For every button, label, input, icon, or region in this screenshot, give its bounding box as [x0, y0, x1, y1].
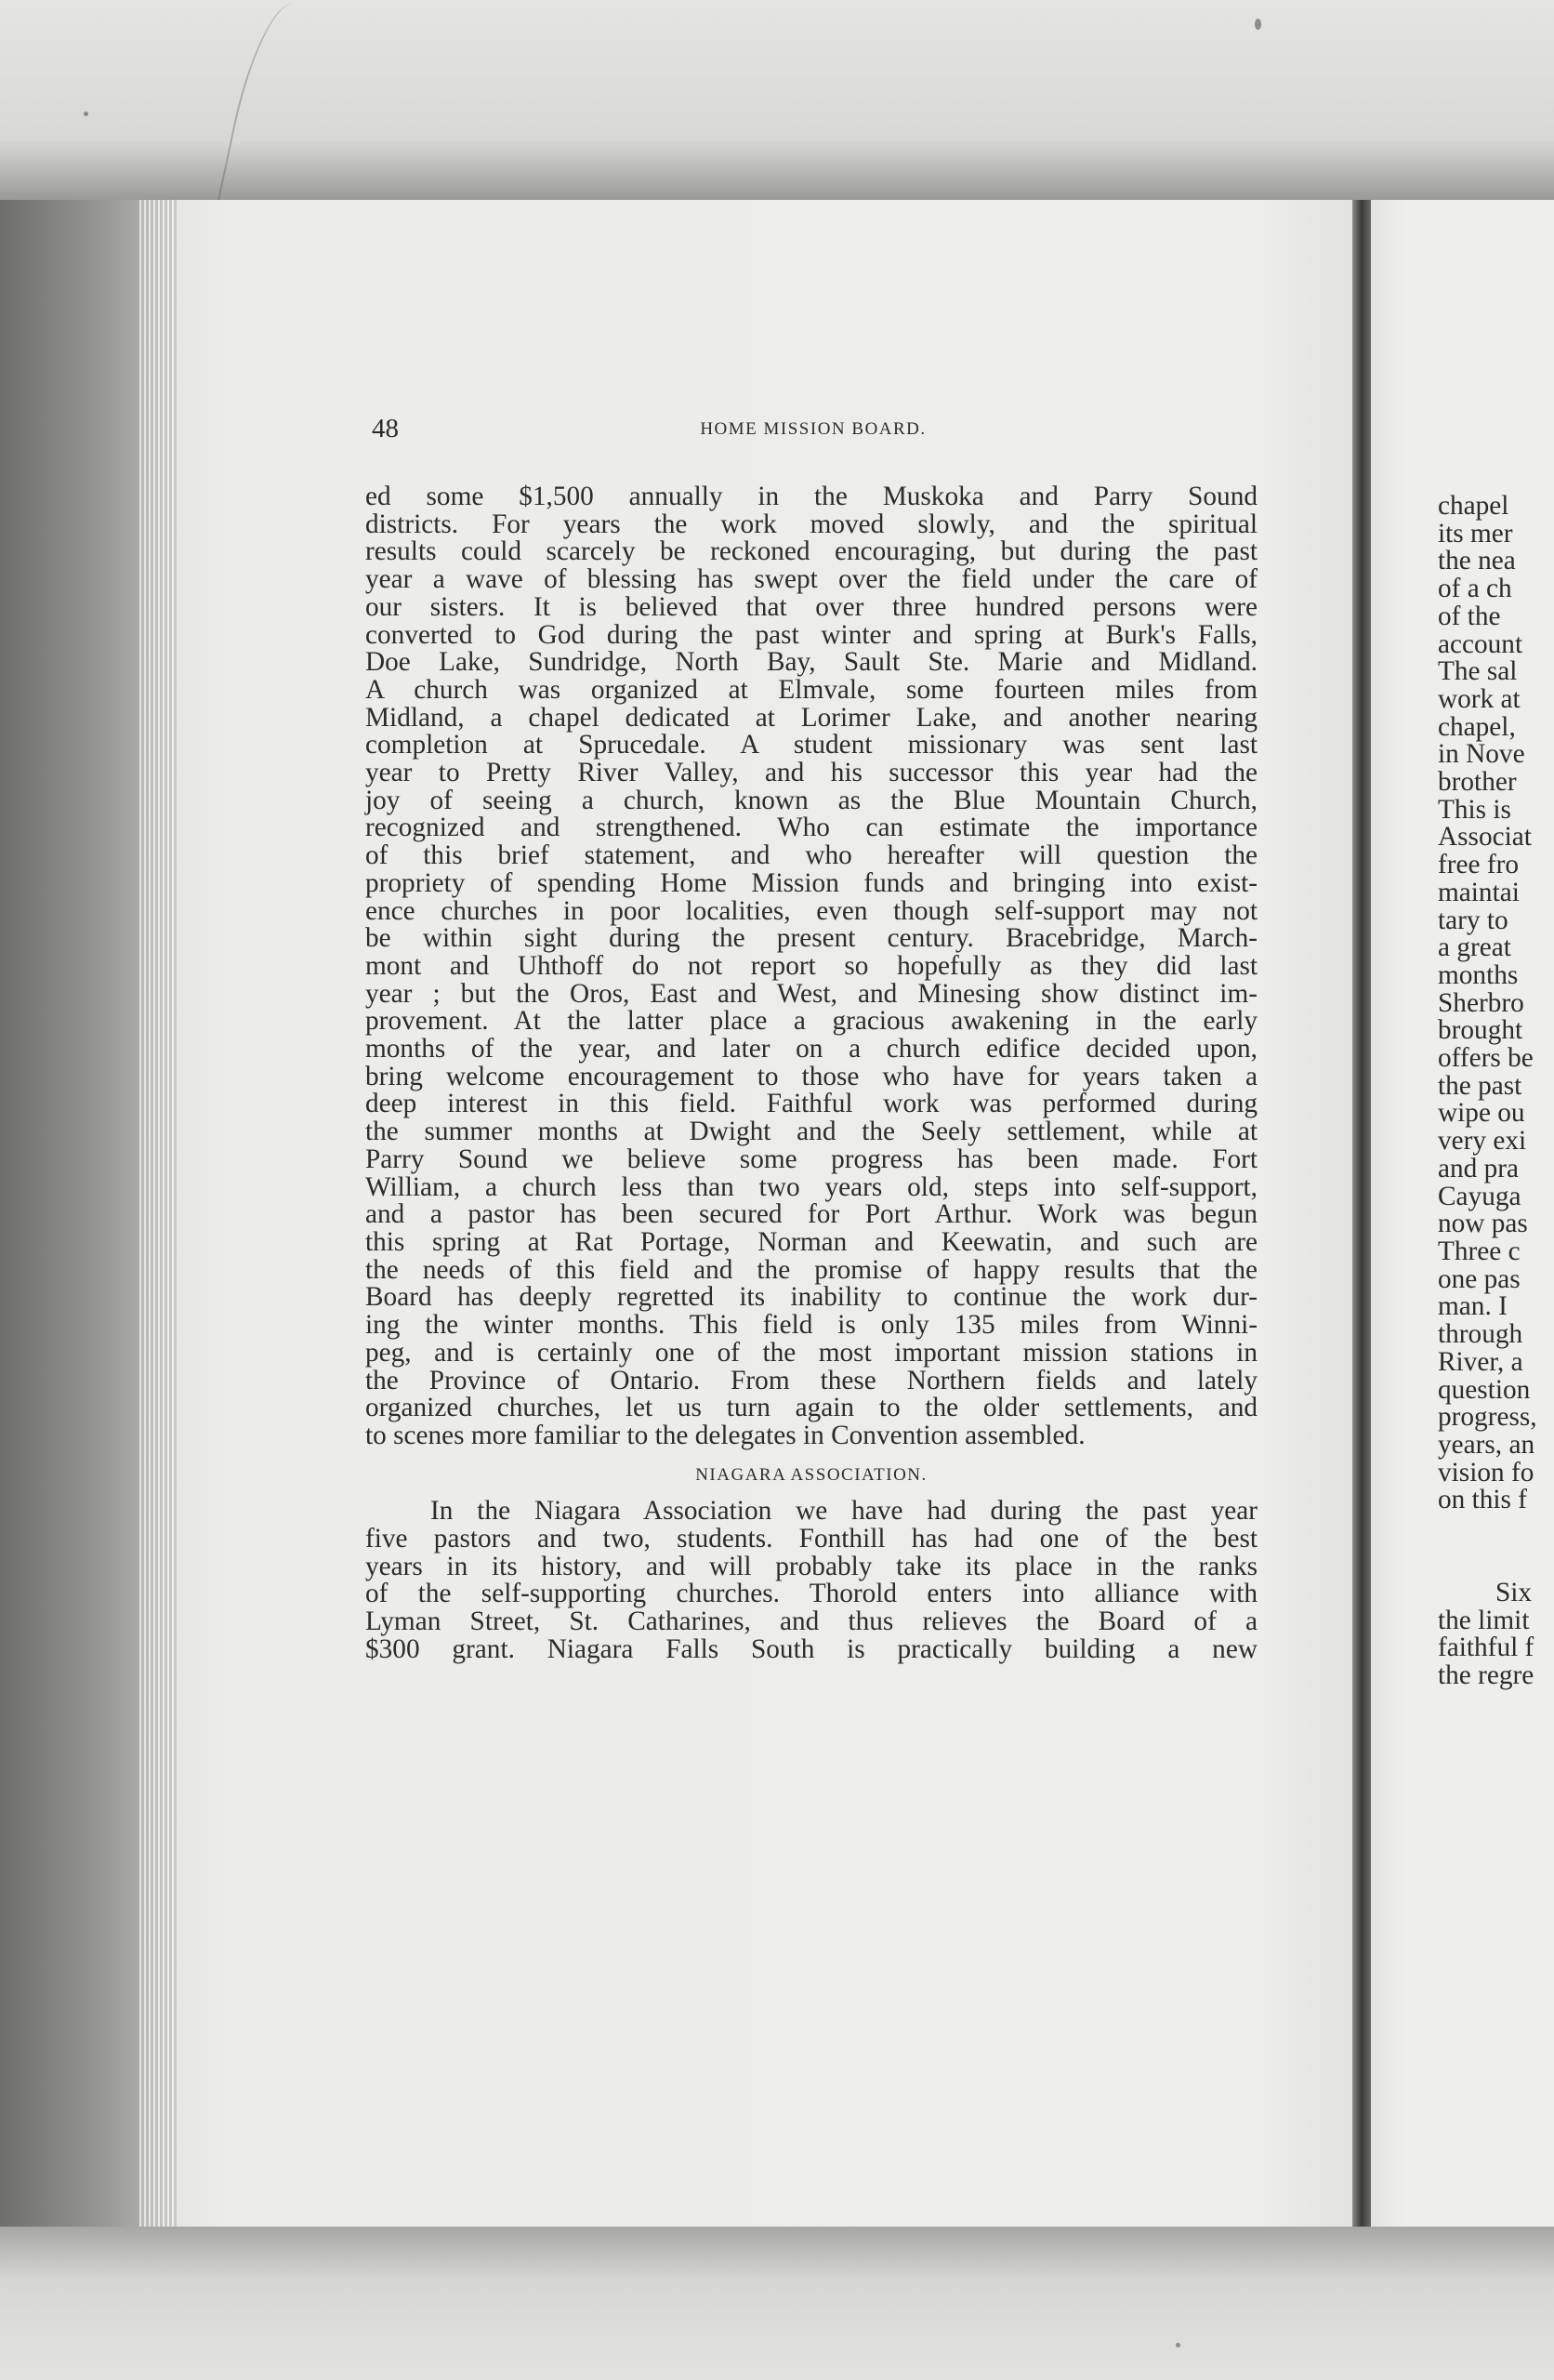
text-line: propriety of spending Home Mission funds and bringing into exist- — [365, 867, 1258, 898]
facing-text-line: brought — [1438, 1015, 1523, 1046]
text-line: year ; but the Oros, East and West, and Minesing show distinct im- — [365, 978, 1258, 1009]
text-line: Board has deeply regretted its inability to continue the work dur- — [365, 1282, 1258, 1313]
film-margin-left — [0, 200, 139, 2227]
facing-text-line: wipe ou — [1438, 1098, 1525, 1129]
text-line: and a pastor has been secured for Port Arthur. Work was begun — [365, 1199, 1258, 1230]
facing-text-line: River, a — [1438, 1346, 1523, 1377]
film-margin-bottom — [0, 2227, 1554, 2380]
facing-text-line: of a ch — [1438, 574, 1512, 604]
page-number: 48 — [372, 414, 399, 443]
body-text — [365, 483, 1258, 1664]
facing-text-line: faithful f — [1438, 1633, 1534, 1663]
text-line: bring welcome encouragement to those who have for years taken a — [365, 1061, 1258, 1091]
text-line: joy of seeing a church, known as the Blue Mountain Church, — [365, 785, 1258, 815]
facing-text-line: This is — [1438, 794, 1511, 825]
text-line: Midland, a chapel dedicated at Lorimer Lake, and another nearing — [365, 702, 1258, 733]
facing-text-line: brother — [1438, 767, 1517, 798]
facing-page-text — [1438, 493, 1537, 1690]
text-line: of this brief statement, and who hereafter will question the — [365, 840, 1258, 871]
text-line: ed some $1,500 annually in the Muskoka and Parry Sound — [365, 482, 1258, 511]
text-line: to scenes more familiar to the delegates in Convention assembled. — [365, 1420, 1086, 1450]
text-line: $300 grant. Niagara Falls South is practically building a new — [365, 1633, 1258, 1664]
facing-text-line: through — [1438, 1319, 1523, 1350]
facing-text-line: vision fo — [1438, 1457, 1534, 1488]
facing-text-line: question — [1438, 1374, 1531, 1405]
book-gutter — [1352, 200, 1371, 2227]
text-line: year a wave of blessing has swept over the field under the care of — [365, 564, 1258, 595]
facing-text-line: Associat — [1438, 822, 1532, 853]
text-line: deep interest in this field. Faithful work was performed during — [365, 1089, 1258, 1119]
facing-text-line: years, an — [1438, 1429, 1535, 1460]
facing-text-line: chapel — [1438, 491, 1509, 521]
film-speck — [1176, 2343, 1180, 2347]
facing-text-line: man. I — [1438, 1291, 1508, 1322]
facing-text-line: Sherbro — [1438, 987, 1524, 1018]
film-speck — [1255, 19, 1261, 30]
text-line: years in its history, and will probably take its place in the ranks — [365, 1551, 1258, 1581]
facing-text-line: and pra — [1438, 1153, 1520, 1183]
text-line: organized churches, let us turn again to the older settlements, and — [365, 1393, 1258, 1423]
text-line: peg, and is certainly one of the most important mission stations in — [365, 1337, 1258, 1368]
facing-text-line: offers be — [1438, 1043, 1534, 1074]
section-heading: NIAGARA ASSOCIATION. — [695, 1464, 928, 1485]
text-line: year to Pretty River Valley, and his successor this year had the — [365, 758, 1258, 788]
text-line: provement. At the latter place a gracious awakening in the early — [365, 1006, 1258, 1037]
facing-text-line: of the — [1438, 601, 1501, 631]
text-line: William, a church less than two years old, steps into self-support, — [365, 1171, 1258, 1202]
facing-text-line: Six — [1495, 1578, 1533, 1608]
facing-text-line: work at — [1438, 683, 1521, 714]
text-line: five pastors and two, students. Fonthill has had one of the best — [365, 1524, 1258, 1554]
text-line: results could scarcely be reckoned encouraging, but during the past — [365, 536, 1258, 567]
facing-text-line: the regre — [1438, 1660, 1534, 1691]
text-line: recognized and strengthened. Who can estimate the importance — [365, 813, 1258, 843]
facing-text-line: its mer — [1438, 518, 1513, 549]
text-line: ing the winter months. This field is only 135 miles from Winni- — [365, 1310, 1258, 1341]
text-line: converted to God during the past winter and spring at Burk's Falls, — [365, 619, 1258, 650]
facing-text-line: Three c — [1438, 1236, 1521, 1266]
text-line: mont and Uhthoff do not report so hopefully as they did last — [365, 950, 1258, 981]
film-speck — [84, 112, 88, 116]
text-line: Lyman Street, St. Catharines, and thus relieves the Board of a — [365, 1606, 1258, 1637]
text-line: be within sight during the present century. Bracebridge, March- — [365, 923, 1258, 954]
facing-page — [1371, 200, 1554, 2227]
facing-text-line: a great — [1438, 932, 1511, 963]
text-line: districts. For years the work moved slowly, and the spiritual — [365, 509, 1258, 539]
page-header — [372, 414, 1255, 451]
facing-text-line: The sal — [1438, 656, 1518, 687]
facing-text-line: one pas — [1438, 1263, 1521, 1294]
text-line: A church was organized at Elmvale, some fourteen miles from — [365, 674, 1258, 705]
facing-text-line: maintai — [1438, 877, 1520, 907]
facing-text-line: very exi — [1438, 1126, 1527, 1157]
text-line: ence churches in poor localities, even though self-support may not — [365, 895, 1258, 926]
text-line: the needs of this field and the promise of happy results that the — [365, 1254, 1258, 1285]
facing-text-line: chapel, — [1438, 711, 1516, 742]
text-line: Parry Sound we believe some progress has been made. Fort — [365, 1144, 1258, 1174]
facing-text-line: months — [1438, 959, 1519, 990]
running-head: HOME MISSION BOARD. — [700, 419, 927, 439]
page-edge-stack — [139, 200, 177, 2227]
facing-text-line: Cayuga — [1438, 1181, 1521, 1211]
facing-text-line: on this f — [1438, 1485, 1528, 1515]
facing-text-line: now pas — [1438, 1209, 1528, 1239]
text-line: Doe Lake, Sundridge, North Bay, Sault Ste. Marie and Midland. — [365, 647, 1258, 678]
facing-text-line: in Nove — [1438, 739, 1525, 770]
text-line: completion at Sprucedale. A student missionary was sent last — [365, 730, 1258, 760]
facing-text-line: the past — [1438, 1070, 1522, 1101]
facing-text-line: free fro — [1438, 850, 1520, 880]
text-line: of the self-supporting churches. Thorold enters into alliance with — [365, 1579, 1258, 1609]
facing-text-line: account — [1438, 628, 1523, 659]
text-line: In the Niagara Association we have had during the past year — [430, 1496, 1258, 1527]
text-line: months of the year, and later on a church edifice decided upon, — [365, 1034, 1258, 1064]
facing-text-line: the limit — [1438, 1605, 1530, 1635]
facing-text-line: progress, — [1438, 1402, 1537, 1433]
facing-paragraph-gap — [1438, 1514, 1537, 1580]
text-line: the summer months at Dwight and the Seely settlement, while at — [365, 1117, 1258, 1147]
text-line: this spring at Rat Portage, Norman and Keewatin, and such are — [365, 1226, 1258, 1257]
facing-text-line: the nea — [1438, 546, 1516, 576]
text-line: our sisters. It is believed that over three hundred persons were — [365, 591, 1258, 622]
facing-text-line: tary to — [1438, 905, 1508, 935]
text-line: the Province of Ontario. From these Northern fields and lately — [365, 1365, 1258, 1395]
